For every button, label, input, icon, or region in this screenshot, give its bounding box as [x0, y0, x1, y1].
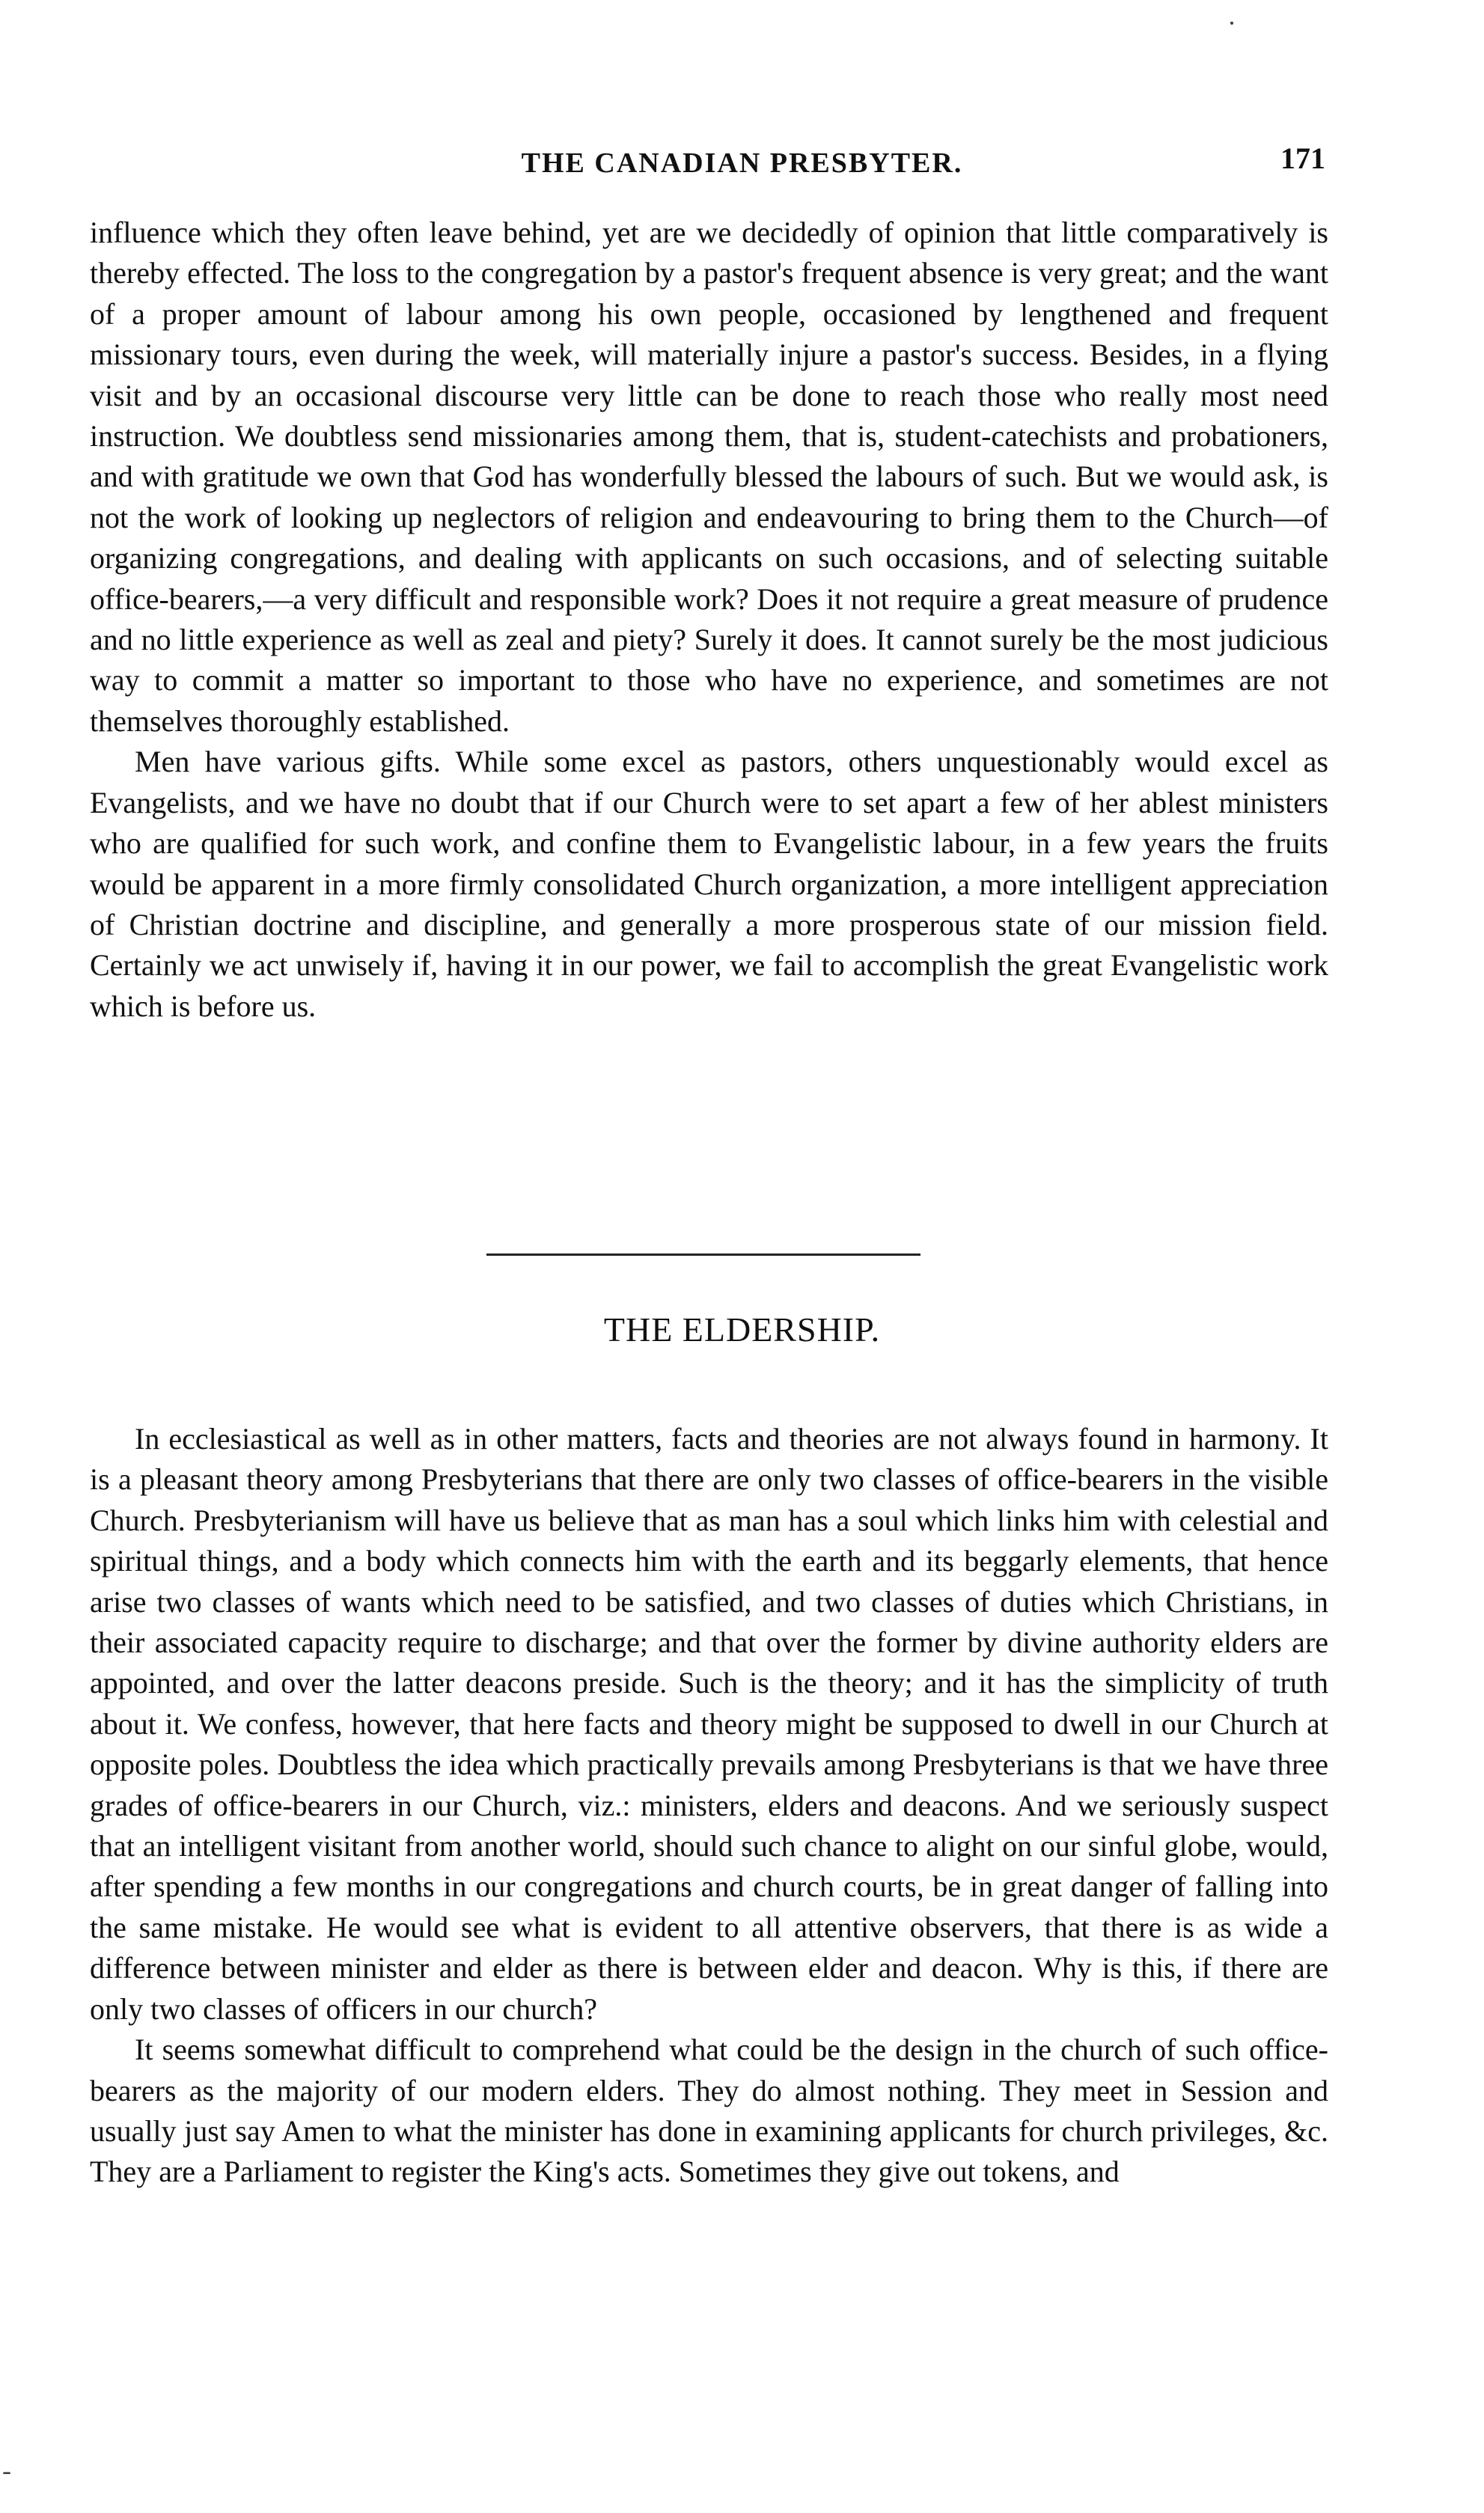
section-divider: [486, 1254, 920, 1256]
section-title: THE ELDERSHIP.: [603, 1310, 881, 1349]
article-eldership: [90, 1419, 1328, 2193]
page-number: 171: [1280, 141, 1325, 175]
article-continuation: [90, 213, 1328, 1027]
paragraph: In ecclesiastical as well as in other matters, facts and theories are not always found in harmony. It is a pleasant theory among Presbyterians that there are only two classes of office-bearers in the visible Church. Presbyterianism will have us believe that as man has a soul which links him with celestial and spiritual things, and a body which connects him with the earth and its beggarly elements, that hence arise two classes of wants which need to be satisfied, and two classes of duties which Christians, in their associated capacity require to discharge; and that over the former by divine authority elders are appointed, and over the latter deacons preside. Such is the theory; and it has the simplicity of truth about it. We confess, however, that here facts and theory might be supposed to dwell in our Church at opposite poles. Doubtless the idea which practically prevails among Presbyterians is that we have three grades of office-bearers in our Church, viz.: ministers, elders and deacons. And we seriously suspect that an intelligent visitant from another world, should such chance to alight on our sinful globe, would, after spending a few months in our congregations and church courts, be in great danger of falling into the same mistake. He would see what is evident to all attentive observers, that there is as wide a difference between minister and elder as there is between elder and deacon. Why is this, if there are only two classes of officers in our church?: [90, 1422, 1328, 2026]
paragraph: It seems somewhat difficult to comprehend what could be the design in the church of such office-bearers as the majority of our modern elders. They do almost nothing. They meet in Session and usually just say Amen to what the minister has done in examining applicants for church privileges, &c. They are a Parliament to register the King's acts. Sometimes they give out tokens, and: [90, 2033, 1328, 2189]
running-title: THE CANADIAN PRESBYTER.: [521, 147, 963, 179]
running-head: [0, 141, 1484, 192]
paragraph: influence which they often leave behind, yet are we decidedly of opinion that little comparatively is thereby effected. The loss to the congregation by a pastor's frequent absence is very great; and the want of a proper amount of labour among his own people, occasioned by lengthened and frequent missionary tours, even during the week, will materially injure a pastor's success. Besides, in a flying visit and by an occasional discourse very little can be done to reach those who really most need instruction. We doubtless send missionaries among them, that is, student-catechists and probationers, and with gratitude we own that God has wonderfully blessed the labours of such. But we would ask, is not the work of looking up neglectors of religion and endeavouring to bring them to the Church—of organizing congregations, and dealing with applicants on such occasions, and of selecting suitable office-bearers,—a very difficult and responsible work? Does it not require a great measure of prudence and no little experience as well as zeal and piety? Surely it does. It cannot surely be the most judicious way to commit a matter so important to those who have no experience, and sometimes are not themselves thoroughly established.: [90, 216, 1328, 738]
margin-mark: -: [2, 2455, 11, 2485]
paragraph: Men have various gifts. While some excel as pastors, others unquestionably would excel as Evangelists, and we have no doubt that if our Church were to set apart a few of her ablest ministers who are qualified for such work, and confine them to Evangelistic labour, in a few years the fruits would be apparent in a more firmly consolidated Church organization, a more intelligent appreciation of Christian doctrine and discipline, and generally a more prosperous state of our mission field. Certainly we act unwisely if, having it in our power, we fail to accomplish the great Evangelistic work which is before us.: [90, 745, 1328, 1023]
margin-mark: ·: [1227, 8, 1236, 38]
